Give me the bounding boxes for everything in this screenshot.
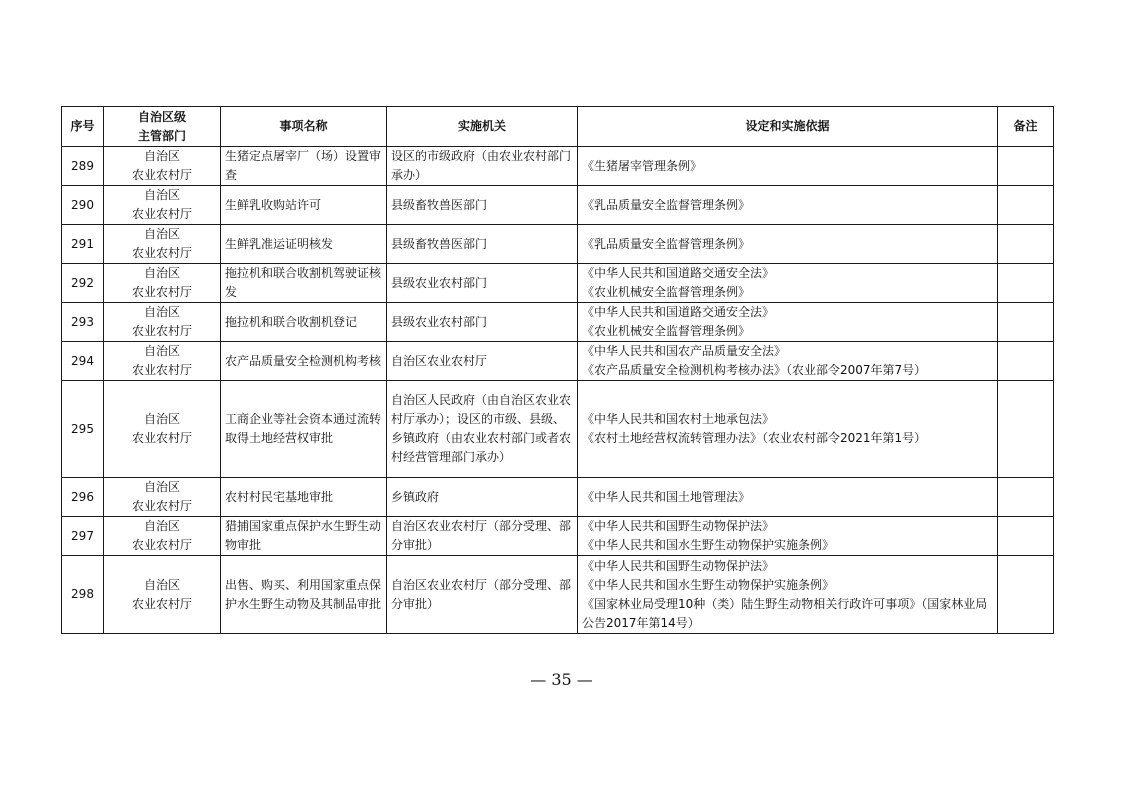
row-agency: 县级农业农村部门 [387,303,578,342]
row-item-name: 农村村民宅基地审批 [221,478,387,517]
row-note [998,342,1054,381]
header-department-line1: 自治区级 [137,109,186,124]
header-note: 备注 [998,107,1054,147]
row-item-name: 生猪定点屠宰厂（场）设置审查 [221,147,387,186]
basis-line: 《乳品质量安全监督管理条例》 [582,236,751,251]
basis-line: 《乳品质量安全监督管理条例》 [582,197,751,212]
row-department-line2: 农业农村厅 [131,538,192,552]
row-department [104,225,221,264]
table-body [62,147,1054,634]
header-basis: 设定和实施依据 [578,107,998,147]
row-note [998,147,1054,186]
basis-line: 《中华人民共和国土地管理法》 [582,489,751,504]
row-department-line1: 自治区 [143,519,180,533]
row-index: 296 [62,478,104,517]
header-index: 序号 [62,107,104,147]
table-row [62,147,1054,186]
row-agency: 县级农业农村部门 [387,264,578,303]
row-note [998,186,1054,225]
basis-line: 《中华人民共和国农产品质量安全法》 [582,344,787,358]
row-department [104,342,221,381]
row-department-line2: 农业农村厅 [131,363,192,377]
row-agency: 自治区农业农村厅（部分受理、部分审批） [387,556,578,634]
basis-line: 《中华人民共和国水生野生动物保护实施条例》 [582,538,835,552]
row-department-line1: 自治区 [143,149,180,163]
table-row [62,381,1054,478]
basis-line: 《农业机械安全监督管理条例》 [582,324,751,338]
row-department [104,303,221,342]
basis-line: 《农村土地经营权流转管理办法》（农业农村部令2021年第1号） [582,431,927,445]
basis-line: 《生猪屠宰管理条例》 [582,158,703,173]
basis-line: 《中华人民共和国野生动物保护法》 [582,519,775,533]
basis-line: 《中华人民共和国野生动物保护法》 [582,558,775,573]
row-department-line1: 自治区 [143,227,180,241]
row-item-name: 工商企业等社会资本通过流转取得土地经营权审批 [221,381,387,478]
row-basis [578,342,998,381]
row-index: 297 [62,517,104,556]
row-department [104,264,221,303]
row-note [998,225,1054,264]
row-index: 291 [62,225,104,264]
row-agency: 县级畜牧兽医部门 [387,225,578,264]
basis-line: 《国家林业局受理10种（类）陆生野生动物相关行政许可事项》（国家林业局公告2017年第14号） [582,596,988,630]
row-item-name: 出售、购买、利用国家重点保护水生野生动物及其制品审批 [221,556,387,634]
basis-line: 《中华人民共和国农村土地承包法》 [582,412,775,426]
row-item-name: 猎捕国家重点保护水生野生动物审批 [221,517,387,556]
row-note [998,303,1054,342]
row-agency: 县级畜牧兽医部门 [387,186,578,225]
row-basis [578,303,998,342]
row-basis [578,147,998,186]
row-basis [578,517,998,556]
basis-line: 《农产品质量安全检测机构考核办法》（农业部令2007年第7号） [582,363,927,377]
row-department-line1: 自治区 [143,344,180,358]
row-agency: 乡镇政府 [387,478,578,517]
row-basis [578,225,998,264]
row-index: 298 [62,556,104,634]
row-department-line1: 自治区 [143,412,180,426]
table-row [62,186,1054,225]
header-department-line2: 主管部门 [137,128,186,143]
basis-line: 《中华人民共和国水生野生动物保护实施条例》 [582,577,835,592]
row-note [998,264,1054,303]
row-index: 292 [62,264,104,303]
row-agency: 自治区人民政府（由自治区农业农村厅承办）；设区的市级、县级、乡镇政府（由农业农村部门或者农村经营管理部门承办） [387,381,578,478]
row-note [998,381,1054,478]
row-basis [578,186,998,225]
row-item-name: 生鲜乳收购站许可 [221,186,387,225]
basis-line: 《中华人民共和国道路交通安全法》 [582,305,775,319]
row-item-name: 农产品质量安全检测机构考核 [221,342,387,381]
row-department-line1: 自治区 [143,188,180,202]
row-department-line2: 农业农村厅 [131,431,192,445]
table-header-row [62,107,1054,147]
row-department [104,381,221,478]
row-department-line1: 自治区 [143,305,180,319]
row-item-name: 拖拉机和联合收割机登记 [221,303,387,342]
admin-items-table [61,106,1054,634]
row-department-line2: 农业农村厅 [131,207,192,221]
row-index: 294 [62,342,104,381]
row-index: 289 [62,147,104,186]
row-department [104,147,221,186]
row-department-line2: 农业农村厅 [131,324,192,338]
table-row [62,342,1054,381]
row-item-name: 拖拉机和联合收割机驾驶证核发 [221,264,387,303]
table-row [62,556,1054,634]
row-department-line2: 农业农村厅 [131,596,192,611]
row-note [998,556,1054,634]
row-department-line2: 农业农村厅 [131,285,192,299]
row-basis [578,381,998,478]
row-department-line2: 农业农村厅 [131,168,192,182]
row-department-line2: 农业农村厅 [131,499,192,513]
row-department-line1: 自治区 [143,266,180,280]
row-index: 293 [62,303,104,342]
row-department-line2: 农业农村厅 [131,246,192,260]
row-department [104,517,221,556]
table-row [62,303,1054,342]
row-basis [578,478,998,517]
row-department-line1: 自治区 [143,480,180,494]
header-agency: 实施机关 [387,107,578,147]
table-row [62,517,1054,556]
table-row [62,478,1054,517]
basis-line: 《中华人民共和国道路交通安全法》 [582,266,775,280]
row-department-line1: 自治区 [143,577,180,592]
row-index: 290 [62,186,104,225]
row-item-name: 生鲜乳准运证明核发 [221,225,387,264]
table-row [62,264,1054,303]
row-note [998,517,1054,556]
header-item-name: 事项名称 [221,107,387,147]
basis-line: 《农业机械安全监督管理条例》 [582,285,751,299]
row-note [998,478,1054,517]
row-agency: 自治区农业农村厅 [387,342,578,381]
page-number: — 35 — [530,670,593,689]
row-department [104,478,221,517]
row-department [104,556,221,634]
table-row [62,225,1054,264]
row-index: 295 [62,381,104,478]
row-agency: 自治区农业农村厅（部分受理、部分审批） [387,517,578,556]
row-agency: 设区的市级政府（由农业农村部门承办） [387,147,578,186]
row-department [104,186,221,225]
header-department [104,107,221,147]
row-basis [578,264,998,303]
row-basis [578,556,998,634]
